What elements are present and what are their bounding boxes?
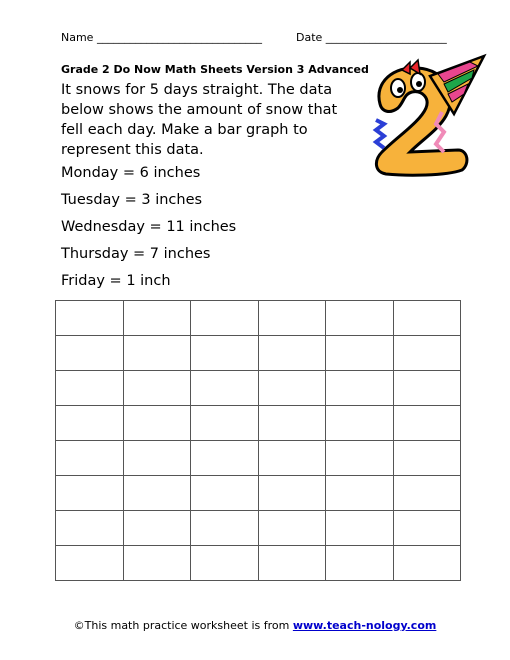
bar-graph-grid[interactable] [55,300,461,581]
grid-cell[interactable] [326,476,394,511]
grid-cell[interactable] [124,336,192,371]
grid-cell[interactable] [326,546,394,581]
grid-cell[interactable] [124,476,192,511]
grid-cell[interactable] [56,406,124,441]
grid-cell[interactable] [394,336,462,371]
data-line-monday: Monday = 6 inches [61,165,201,181]
footer [0,619,510,632]
grid-cell[interactable] [326,371,394,406]
grid-cell[interactable] [394,546,462,581]
grid-cell[interactable] [191,301,259,336]
grid-cell[interactable] [259,546,327,581]
grid-cell[interactable] [124,301,192,336]
grid-cell[interactable] [259,406,327,441]
grid-cell[interactable] [259,511,327,546]
grid-cell[interactable] [394,476,462,511]
blue-ribbon-icon [376,120,384,148]
footer-text: ©This math practice worksheet is from [73,619,293,632]
grid-cell[interactable] [56,336,124,371]
grid-cell[interactable] [394,371,462,406]
grid-cell[interactable] [326,441,394,476]
grid-cell[interactable] [326,301,394,336]
grid-cell[interactable] [394,511,462,546]
party-number-two-icon [366,52,494,187]
footer-link[interactable]: www.teach-nology.com [292,619,437,632]
grid-cell[interactable] [124,511,192,546]
data-line-wednesday: Wednesday = 11 inches [61,219,237,235]
data-line-thursday: Thursday = 7 inches [61,246,211,262]
grid-cell[interactable] [191,441,259,476]
grid-cell[interactable] [326,406,394,441]
grid-cell[interactable] [124,546,192,581]
grid-cell[interactable] [259,371,327,406]
grid-cell[interactable] [191,511,259,546]
grid-cell[interactable] [56,511,124,546]
grid-cell[interactable] [191,546,259,581]
right-pupil [416,81,422,87]
grid-cell[interactable] [191,371,259,406]
worksheet-title: Grade 2 Do Now Math Sheets Version 3 Advanced [61,63,369,76]
grid-cell[interactable] [56,371,124,406]
grid-cell[interactable] [259,476,327,511]
grid-cell[interactable] [191,336,259,371]
name-field[interactable]: Name ______________________________ [61,31,262,44]
grid-cell[interactable] [259,301,327,336]
grid-cell[interactable] [394,301,462,336]
problem-statement: It snows for 5 days straight. The data below shows the amount of snow that fell each day. Make a bar graph to represent this data. [61,82,338,158]
data-line-friday: Friday = 1 inch [61,273,171,289]
header-row [61,31,447,44]
grid-cell[interactable] [124,441,192,476]
grid-cell[interactable] [56,301,124,336]
grid-cell[interactable] [124,406,192,441]
grid-cell[interactable] [56,441,124,476]
data-line-tuesday: Tuesday = 3 inches [61,192,203,208]
grid-cell[interactable] [56,476,124,511]
grid-cell[interactable] [394,441,462,476]
grid-cell[interactable] [191,476,259,511]
grid-cell[interactable] [326,336,394,371]
grid-cell[interactable] [394,406,462,441]
grid-cell[interactable] [259,441,327,476]
left-pupil [397,87,403,93]
grid-cell[interactable] [56,546,124,581]
grid-cell[interactable] [124,371,192,406]
grid-cell[interactable] [259,336,327,371]
date-field[interactable]: Date ______________________ [296,31,447,44]
grid-cell[interactable] [191,406,259,441]
grid-cell[interactable] [326,511,394,546]
